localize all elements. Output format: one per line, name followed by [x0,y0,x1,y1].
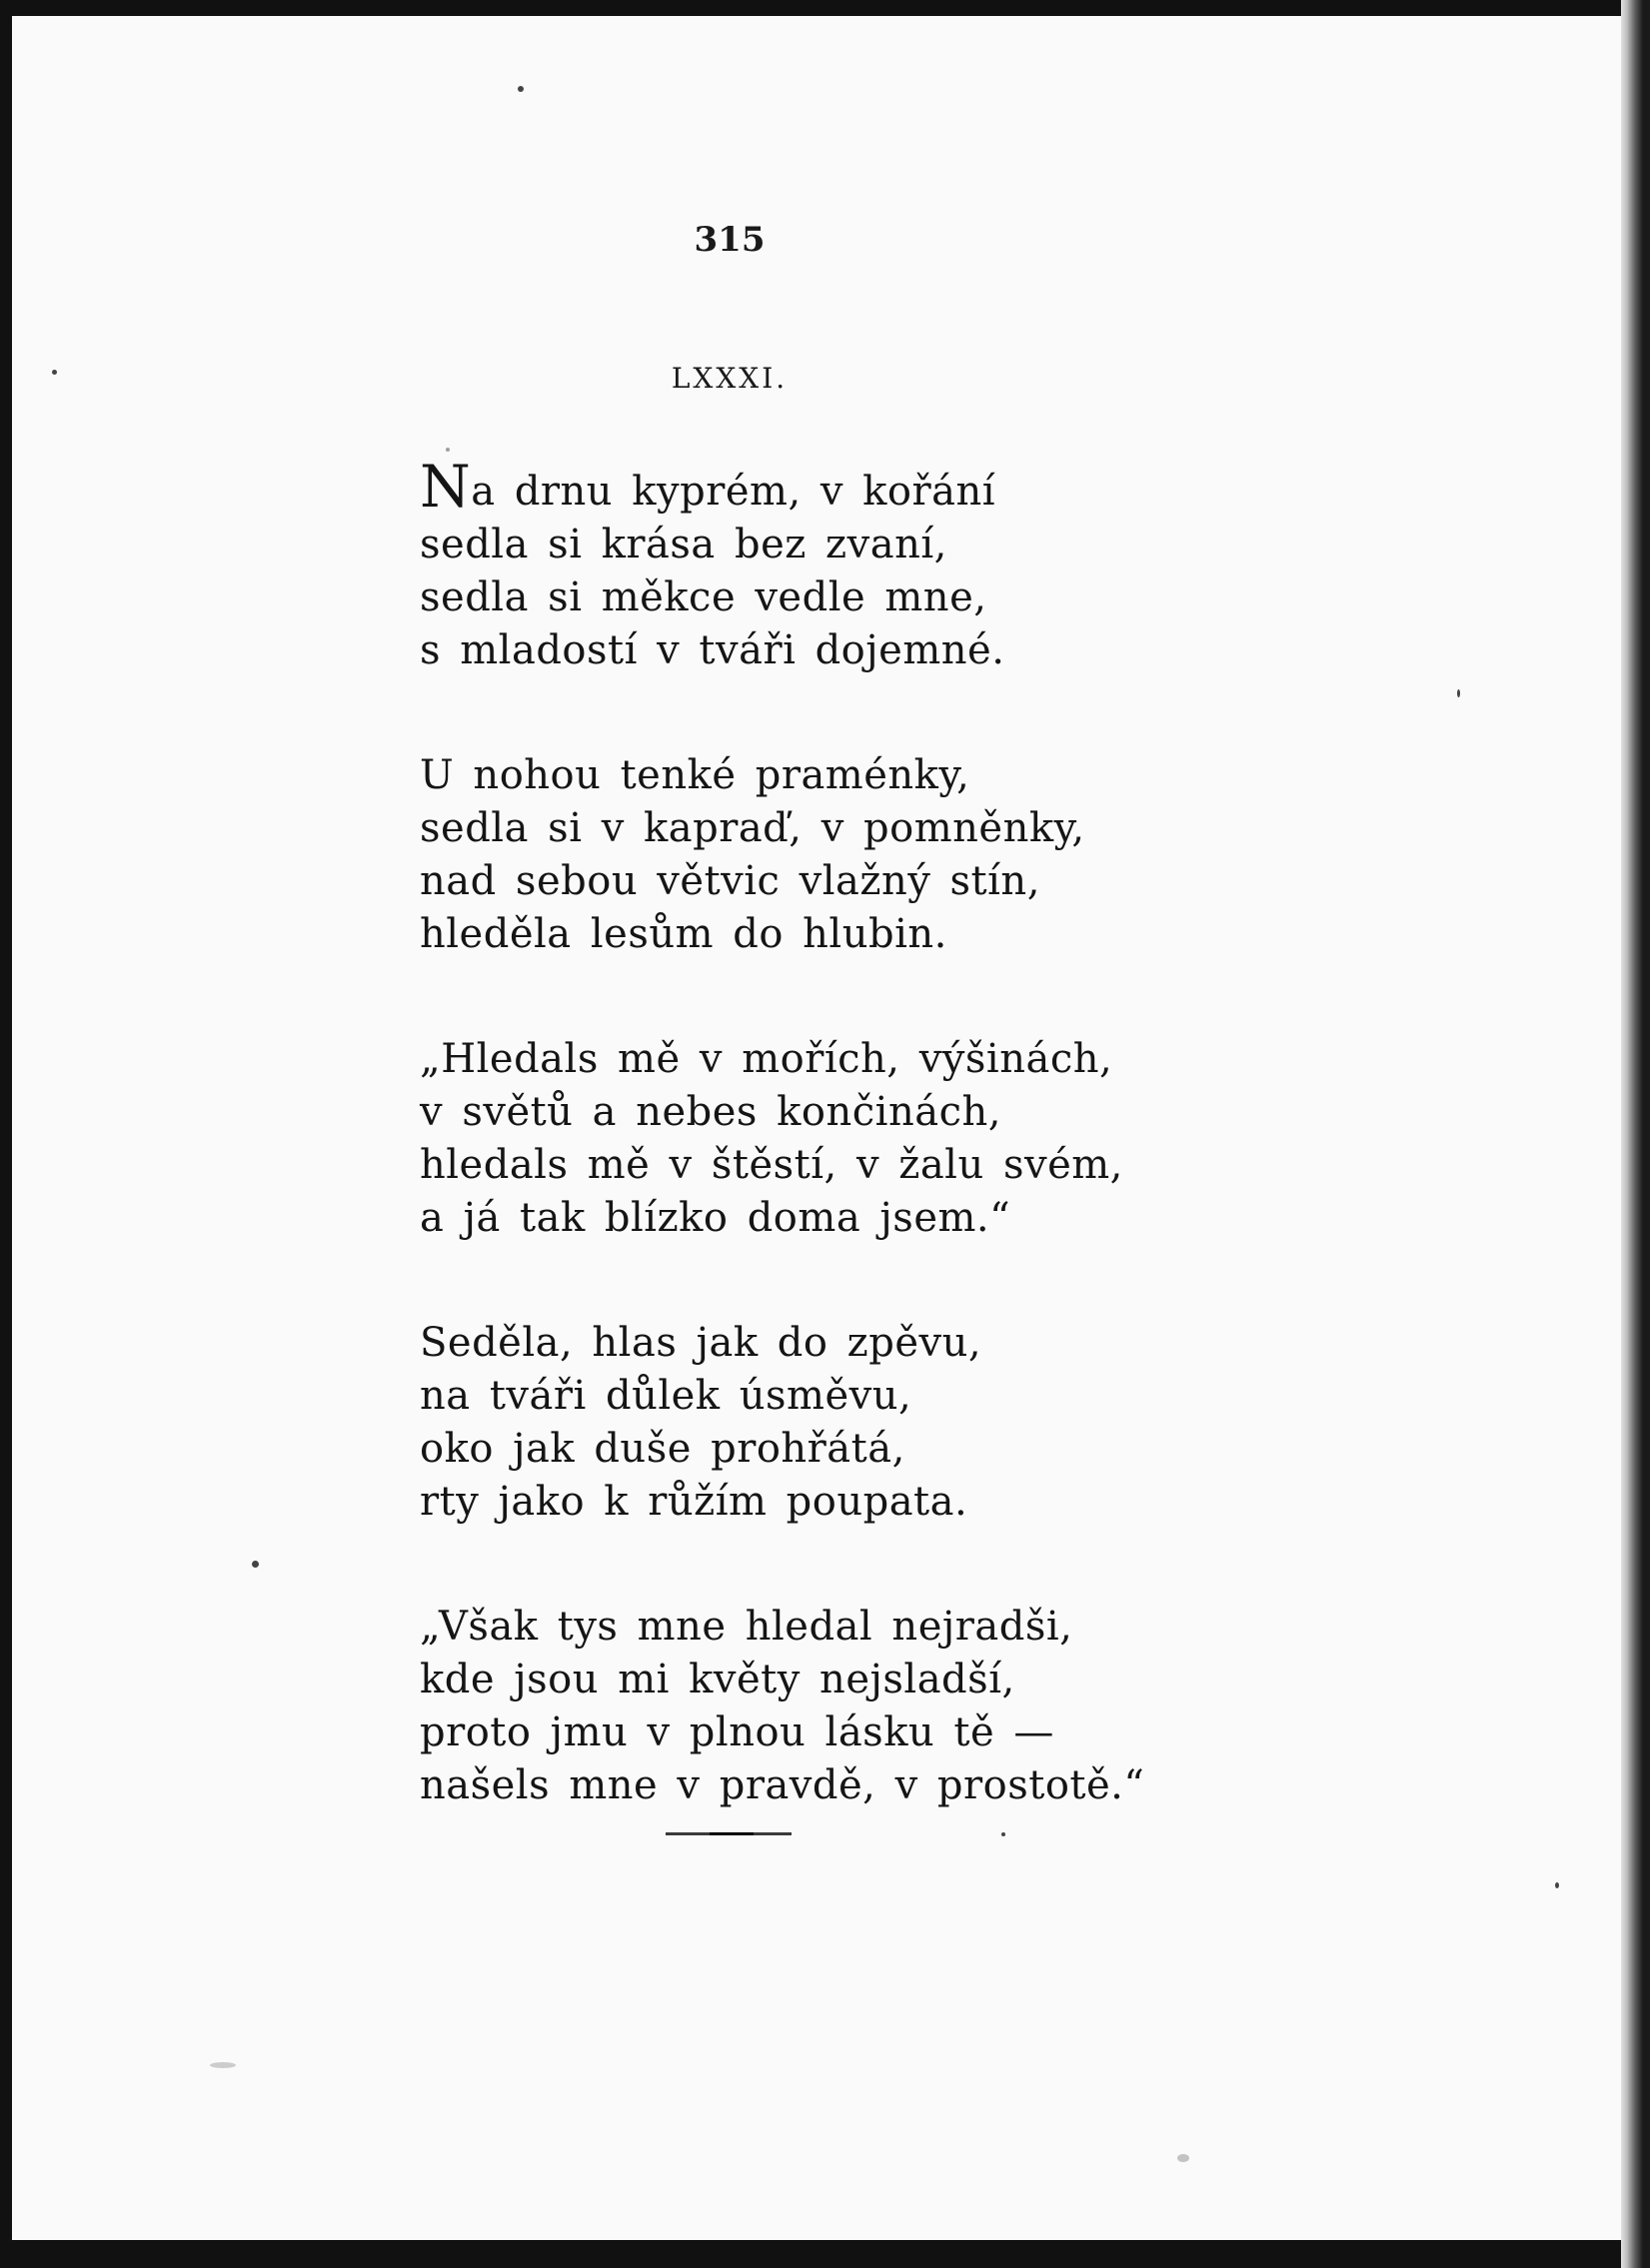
page-edge-shadow [1621,0,1650,2268]
poem-line: našels mne v pravdě, v prostotě.“ [420,1762,1145,1808]
poem-line: na tváři důlek úsměvu, [420,1373,912,1419]
scan-speck [52,370,57,375]
stanza-1 [420,453,1419,677]
poem-line: oko jak duše prohřátá, [420,1426,905,1472]
poem-line: U nohou tenké praménky, [420,752,970,798]
poem-line: sedla si v kapraď, v pomněnky, [420,805,1085,851]
scan-speck [518,86,524,92]
scan-speck [1177,2154,1189,2162]
end-ornament-rule [666,1832,792,1835]
poem-line: s mladostí v tváři dojemné. [420,627,1005,673]
scan-speck [446,448,450,452]
scan-speck [1001,1832,1005,1836]
poem-title: LXXXI. [671,362,789,395]
stanza-4 [420,1317,1419,1529]
poem-line: hledals mě v štěstí, v žalu svém, [420,1142,1123,1188]
scan-speck [210,2062,236,2068]
poem-line: a já tak blízko doma jsem.“ [420,1195,1011,1241]
poem-line: v světů a nebes končinách, [420,1089,1001,1135]
scan-speck [1555,1882,1559,1888]
stanza-3 [420,1033,1419,1245]
poem-line: proto jmu v plnou lásku tě — [420,1709,1054,1755]
poem-line [420,453,1419,521]
drop-cap: N [420,453,472,521]
poem-line: sedla si krása bez zvaní, [420,522,947,567]
poem-line: „Hledals mě v mořích, výšinách, [420,1036,1113,1082]
poem-line: sedla si měkce vedle mne, [420,574,987,620]
poem-line: nad sebou větvic vlažný stín, [420,858,1040,904]
poem-line: Seděla, hlas jak do zpěvu, [420,1320,982,1366]
scan-speck [1457,689,1460,697]
poem-line: „Však tys mne hledal nejradši, [420,1604,1073,1650]
stanza-5 [420,1601,1419,1812]
page-number: 315 [694,220,766,260]
poem-line: kde jsou mi květy nejsladší, [420,1657,1015,1702]
poem-body [420,453,1419,1884]
scan-speck [252,1561,259,1568]
first-line-text: a drnu kyprém, v kořání [471,469,996,515]
poem-line: hleděla lesům do hlubin. [420,911,947,957]
stanza-2 [420,749,1419,961]
poem-line: rty jako k růžím poupata. [420,1479,968,1525]
